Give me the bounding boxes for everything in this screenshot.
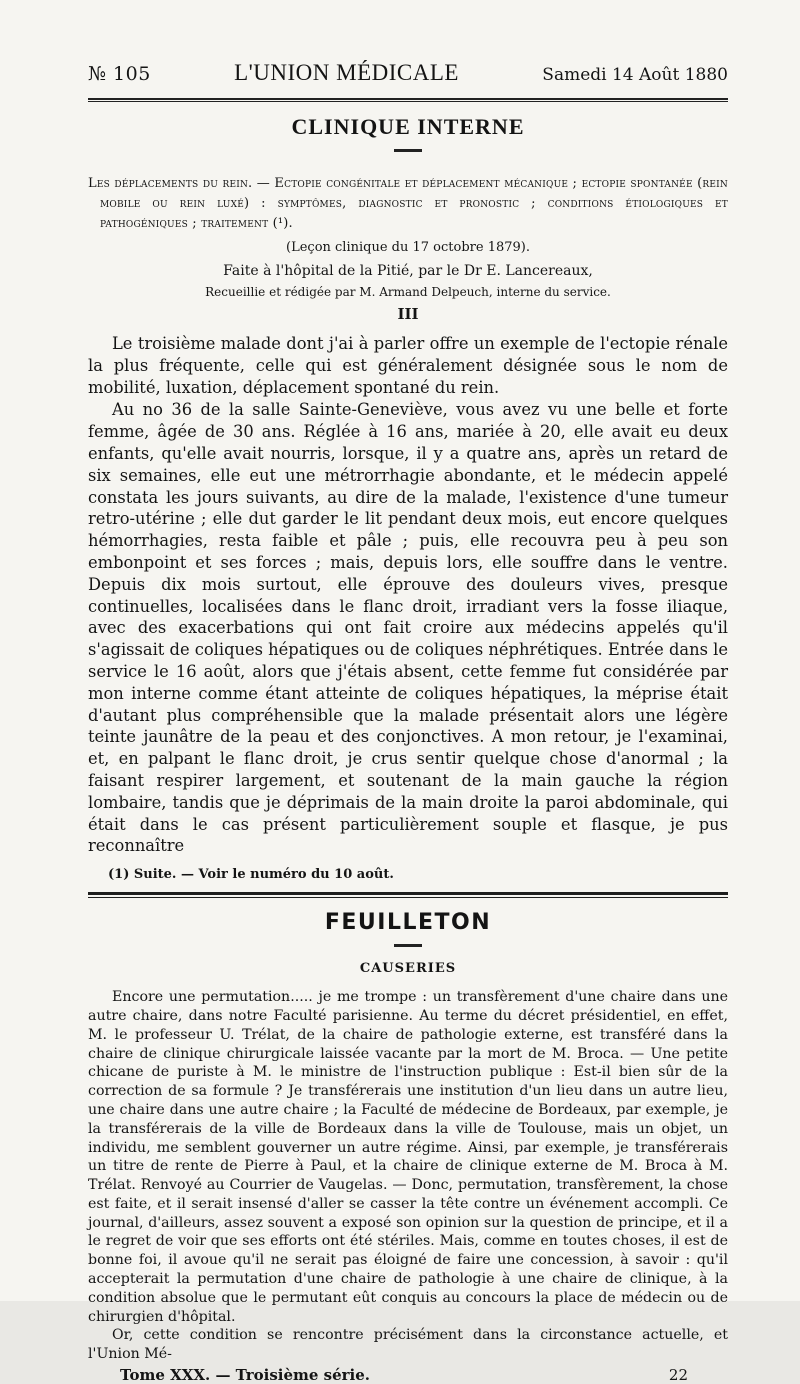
feuilleton-paragraph: Or, cette condition se rencontre précisément dans la circonstance actuelle, et l'Union Mé- (88, 1327, 728, 1363)
journal-title: L'UNION MÉDICALE (234, 60, 459, 85)
feuilleton-subtitle: CAUSERIES (359, 961, 457, 977)
feuilleton-paragraph: Encore une permutation..... je me trompe : un transfèrement d'une chaire dans une autre chaire, dans notre Faculté parisienne. Au terme du décret présidentiel, en effet, M. le professeur U. Trélat, de la chaire de pathologie externe, est transféré dans la chaire de clinique chirurgicale laissée vacante par la mort de M. Broca. — Une petite chicane de puriste à M. le ministre de l'instruction publique : Est-il bien sûr de la correction de sa formule ? Je transférerais une institution d'un lieu dans un autre lieu, une chaire dans une autre chaire ; la Faculté de médecine de Bordeaux, par exemple, je la transférerais de la ville de Bordeaux dans la ville de Toulouse, mais un objet, un individu, me semblent gouverner un autre régime. Ainsi, par exemple, je transférerais un titre de rente de Pierre à Paul, et la chaire de clinique externe de M. Broca à M. Trélat. Renvoyé au Courrier de Vaugelas. — Donc, permutation, transfèrement, la chose est faite, et il serait insensé d'aller se casser la tête contre un événement accompli. Ce journal, d'ailleurs, assez souvent a exposé son opinion sur la question de principe, et il a le regret de voir que ses efforts ont été stériles. Mais, comme en toutes choses, il est de bonne foi, il avoue qu'il ne serait pas éloigné de faire une concession, à savoir : qu'il accepterait la permutation d'une chaire de pathologie à une chaire de clinique, à la condition absolue que le permutant eût conquis au concours la place de médecin ou de chirurgien d'hôpital. (88, 989, 728, 1325)
author-line: Faite à l'hôpital de la Pitié, par le Dr E. Lancereaux, (223, 263, 593, 279)
part-number: III (397, 305, 419, 323)
lecture-date: (Leçon clinique du 17 octobre 1879). (286, 240, 530, 255)
feuilleton-body (88, 988, 728, 1364)
editor-line: Recueillie et rédigée par M. Armand Delpeuch, interne du service. (205, 285, 611, 299)
article-paragraph: Le troisième malade dont j'ai à parler offre un exemple de l'ectopie rénale la plus fréquente, celle qui est généralement désignée sous le nom de mobilité, luxation, déplacement spontané du rein. (88, 334, 728, 397)
article-subject: Les déplacements du rein. — Ectopie congénitale et déplacement mécanique ; ectopie spontanée (rein mobile ou rein luxé) : symptômes, diagnostic et pronostic ; conditions étiologiques et pathogéniques ; traitement (¹). (88, 176, 728, 231)
footnote: (1) Suite. — Voir le numéro du 10 août. (108, 867, 394, 883)
article-paragraph: Au no 36 de la salle Sainte-Geneviève, vous avez vu une belle et forte femme, âgée de 30 ans. Réglée à 16 ans, mariée à 20, elle avait eu deux enfants, qu'elle avait nourris, lorsque, il y a quatre ans, après un retard de six semaines, elle eut une métrorrhagie abondante, et le médecin appelé constata les jours suivants, au dire de la malade, l'existence d'une tumeur retro-utérine ; elle dut garder le lit pendant deux mois, eut encore quelques hémorrhagies, resta faible et pâle ; puis, elle recouvra peu à peu son embonpoint et ses forces ; mais, depuis lors, elle souffre dans le ventre. Depuis dix mois surtout, elle éprouve des douleurs vives, presque continuelles, localisées dans le flanc droit, irradiant vers la fosse iliaque, avec des exacerbations qui ont fait croire aux médecins appelés qu'il s'agissait de coliques hépatiques ou de coliques néphrétiques. Entrée dans le service le 16 août, alors que j'étais absent, cette femme fut considérée par mon interne comme étant atteinte de coliques hépatiques, la méprise était d'autant plus compréhensible que la malade présentait alors une légère teinte jaunâtre de la peau et des conjonctives. A mon retour, je l'examinai, et, en palpant le flanc droit, je crus sentir quelque chose d'anormal ; la faisant respirer largement, et soutenant de la main gauche la région lombaire, tandis que je déprimais de la main droite la paroi abdominale, qui était dans le cas présent particulièrement souple et flasque, je pus reconnaître (88, 400, 728, 856)
feuilleton-divider (394, 944, 422, 947)
issue-date: Samedi 14 Août 1880 (542, 65, 728, 85)
tome-label: Tome XXX. — Troisième série. (120, 1366, 371, 1384)
header-rule (88, 98, 728, 102)
title-divider (394, 149, 422, 152)
article-body (88, 333, 728, 857)
page-number: 22 (668, 1366, 688, 1384)
issue-number: № 105 (88, 63, 151, 85)
page-header (88, 60, 728, 94)
feuilleton-title: FEUILLETON (324, 910, 492, 936)
page-footer (88, 1366, 728, 1384)
section-title: CLINIQUE INTERNE (291, 114, 525, 139)
page-content (88, 60, 728, 1384)
feuilleton-rule (88, 892, 728, 898)
